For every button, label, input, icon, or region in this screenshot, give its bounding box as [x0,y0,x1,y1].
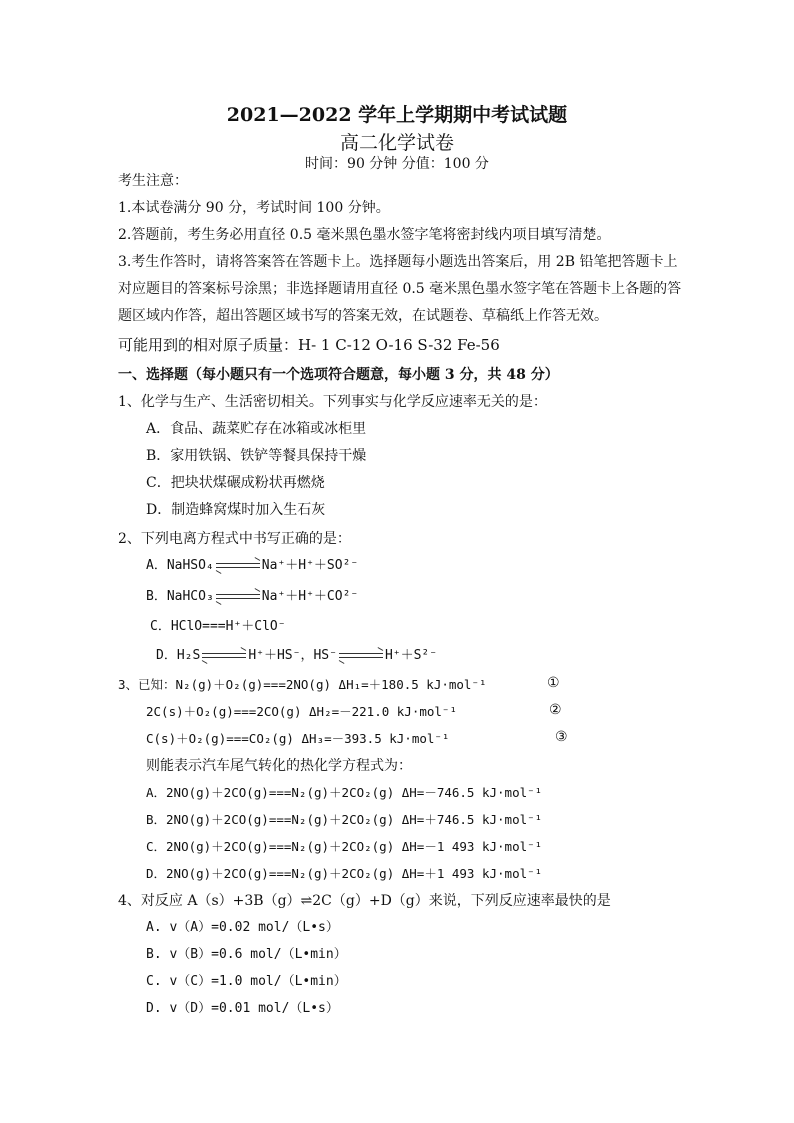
equilibrium-arrow-icon [216,592,260,602]
q1-stem: 1、化学与生产、生活密切相关。下列事实与化学反应速率无关的是： [118,394,547,410]
q3-eq2: 2C(s)＋O₂(g)===2CO(g) ΔH₂=－221.0 kJ·mol⁻¹ [146,704,457,719]
notice-heading: 考生注意： [118,173,188,189]
q2-stem: 2、下列电离方程式中书写正确的是： [118,531,351,547]
notice-item-3-end: 题区域内作答，超出答题区域书写的答案无效，在试题卷、草稿纸上作答无效。 [118,308,608,324]
atomic-mass: 可能用到的相对原子质量：H- 1 C-12 O-16 S-32 Fe-56 [118,336,500,354]
q4-option-b: B. v（B）=0.6 mol/（L•min） [146,947,347,962]
q3-stem: 3、已知：N₂(g)＋O₂(g)===2NO(g) ΔH₁=＋180.5 kJ·mol⁻¹ [118,677,487,692]
q1-option-c: C．把块状煤碾成粉状再燃烧 [146,475,325,491]
equilibrium-arrow-icon [339,651,383,661]
notice-item-3-cont: 对应题目的答案标号涂黑；非选择题请用直径 0.5 毫米黑色墨水签字笔在答题卡上各题的答 [118,281,682,297]
q3-option-b: B．2NO(g)＋2CO(g)===N₂(g)＋2CO₂(g) ΔH=＋746.5 kJ·mol⁻¹ [146,812,543,827]
q2-d-mid: H⁺＋HS⁻，HS⁻ [248,648,337,663]
notice-item-3: 3.考生作答时，请将答案答在答题卡上。选择题每小题选出答案后，用 2B 铅笔把答题卡上 [118,254,678,270]
q3-eq3: C(s)＋O₂(g)===CO₂(g) ΔH₃=－393.5 kJ·mol⁻¹ [146,731,450,746]
q3-option-d: D．2NO(g)＋2CO(g)===N₂(g)＋2CO₂(g) ΔH=＋1 493 kJ·mol⁻¹ [146,866,543,881]
q3-marker-2: ② [549,702,562,718]
q4-option-d: D. v（D）=0.01 mol/（L•s） [146,1001,339,1016]
q3-option-c: C．2NO(g)＋2CO(g)===N₂(g)＋2CO₂(g) ΔH=－1 493 kJ·mol⁻¹ [146,839,543,854]
notice-item-1: 1.本试卷满分 90 分，考试时间 100 分钟。 [118,200,390,216]
q2-a-left: A．NaHSO₄ [146,558,214,573]
time-score: 时间：90 分钟 分值：100 分 [305,156,489,172]
q2-option-c: C．HClO===H⁺＋ClO⁻ [150,619,286,634]
q2-d-left: D．H₂S [156,648,201,663]
q3-marker-3: ③ [555,729,568,745]
q4-stem: 4、对反应 A（s）+3B（g）⇌2C（g）+D（g）来说，下列反应速率最快的是 [118,893,611,909]
q4-option-a: A. v（A）=0.02 mol/（L•s） [146,920,339,935]
q2-b-left: B．NaHCO₃ [146,589,214,604]
q3-marker-1: ① [547,675,560,691]
q3-option-a: A．2NO(g)＋2CO(g)===N₂(g)＋2CO₂(g) ΔH=－746.5 kJ·mol⁻¹ [146,785,543,800]
q3-ask: 则能表示汽车尾气转化的热化学方程式为： [146,758,412,774]
q2-option-a [146,557,358,575]
q1-option-d: D．制造蜂窝煤时加入生石灰 [146,502,326,518]
q2-option-b [146,588,358,606]
q1-option-a: A．食品、蔬菜贮存在冰箱或冰柜里 [146,421,367,437]
q4-option-c: C. v（C）=1.0 mol/（L•min） [146,974,347,989]
equilibrium-arrow-icon [202,651,246,661]
q2-b-right: Na⁺＋H⁺＋CO²⁻ [261,589,359,604]
notice-item-2: 2.答题前，考生务必用直径 0.5 毫米黑色墨水签字笔将密封线内项目填写清楚。 [118,227,611,243]
exam-title: 2021—2022 学年上学期期中考试试题 [226,104,568,126]
q1-option-b: B．家用铁锅、铁铲等餐具保持干燥 [146,448,367,464]
q2-d-right: H⁺＋S²⁻ [384,648,438,663]
q2-a-right: Na⁺＋H⁺＋SO²⁻ [261,558,359,573]
exam-subtitle: 高二化学试卷 [339,132,454,154]
q2-option-d [156,647,437,665]
section-heading: 一、选择题（每小题只有一个选项符合题意，每小题 3 分，共 48 分） [118,367,559,383]
equilibrium-arrow-icon [216,561,260,571]
